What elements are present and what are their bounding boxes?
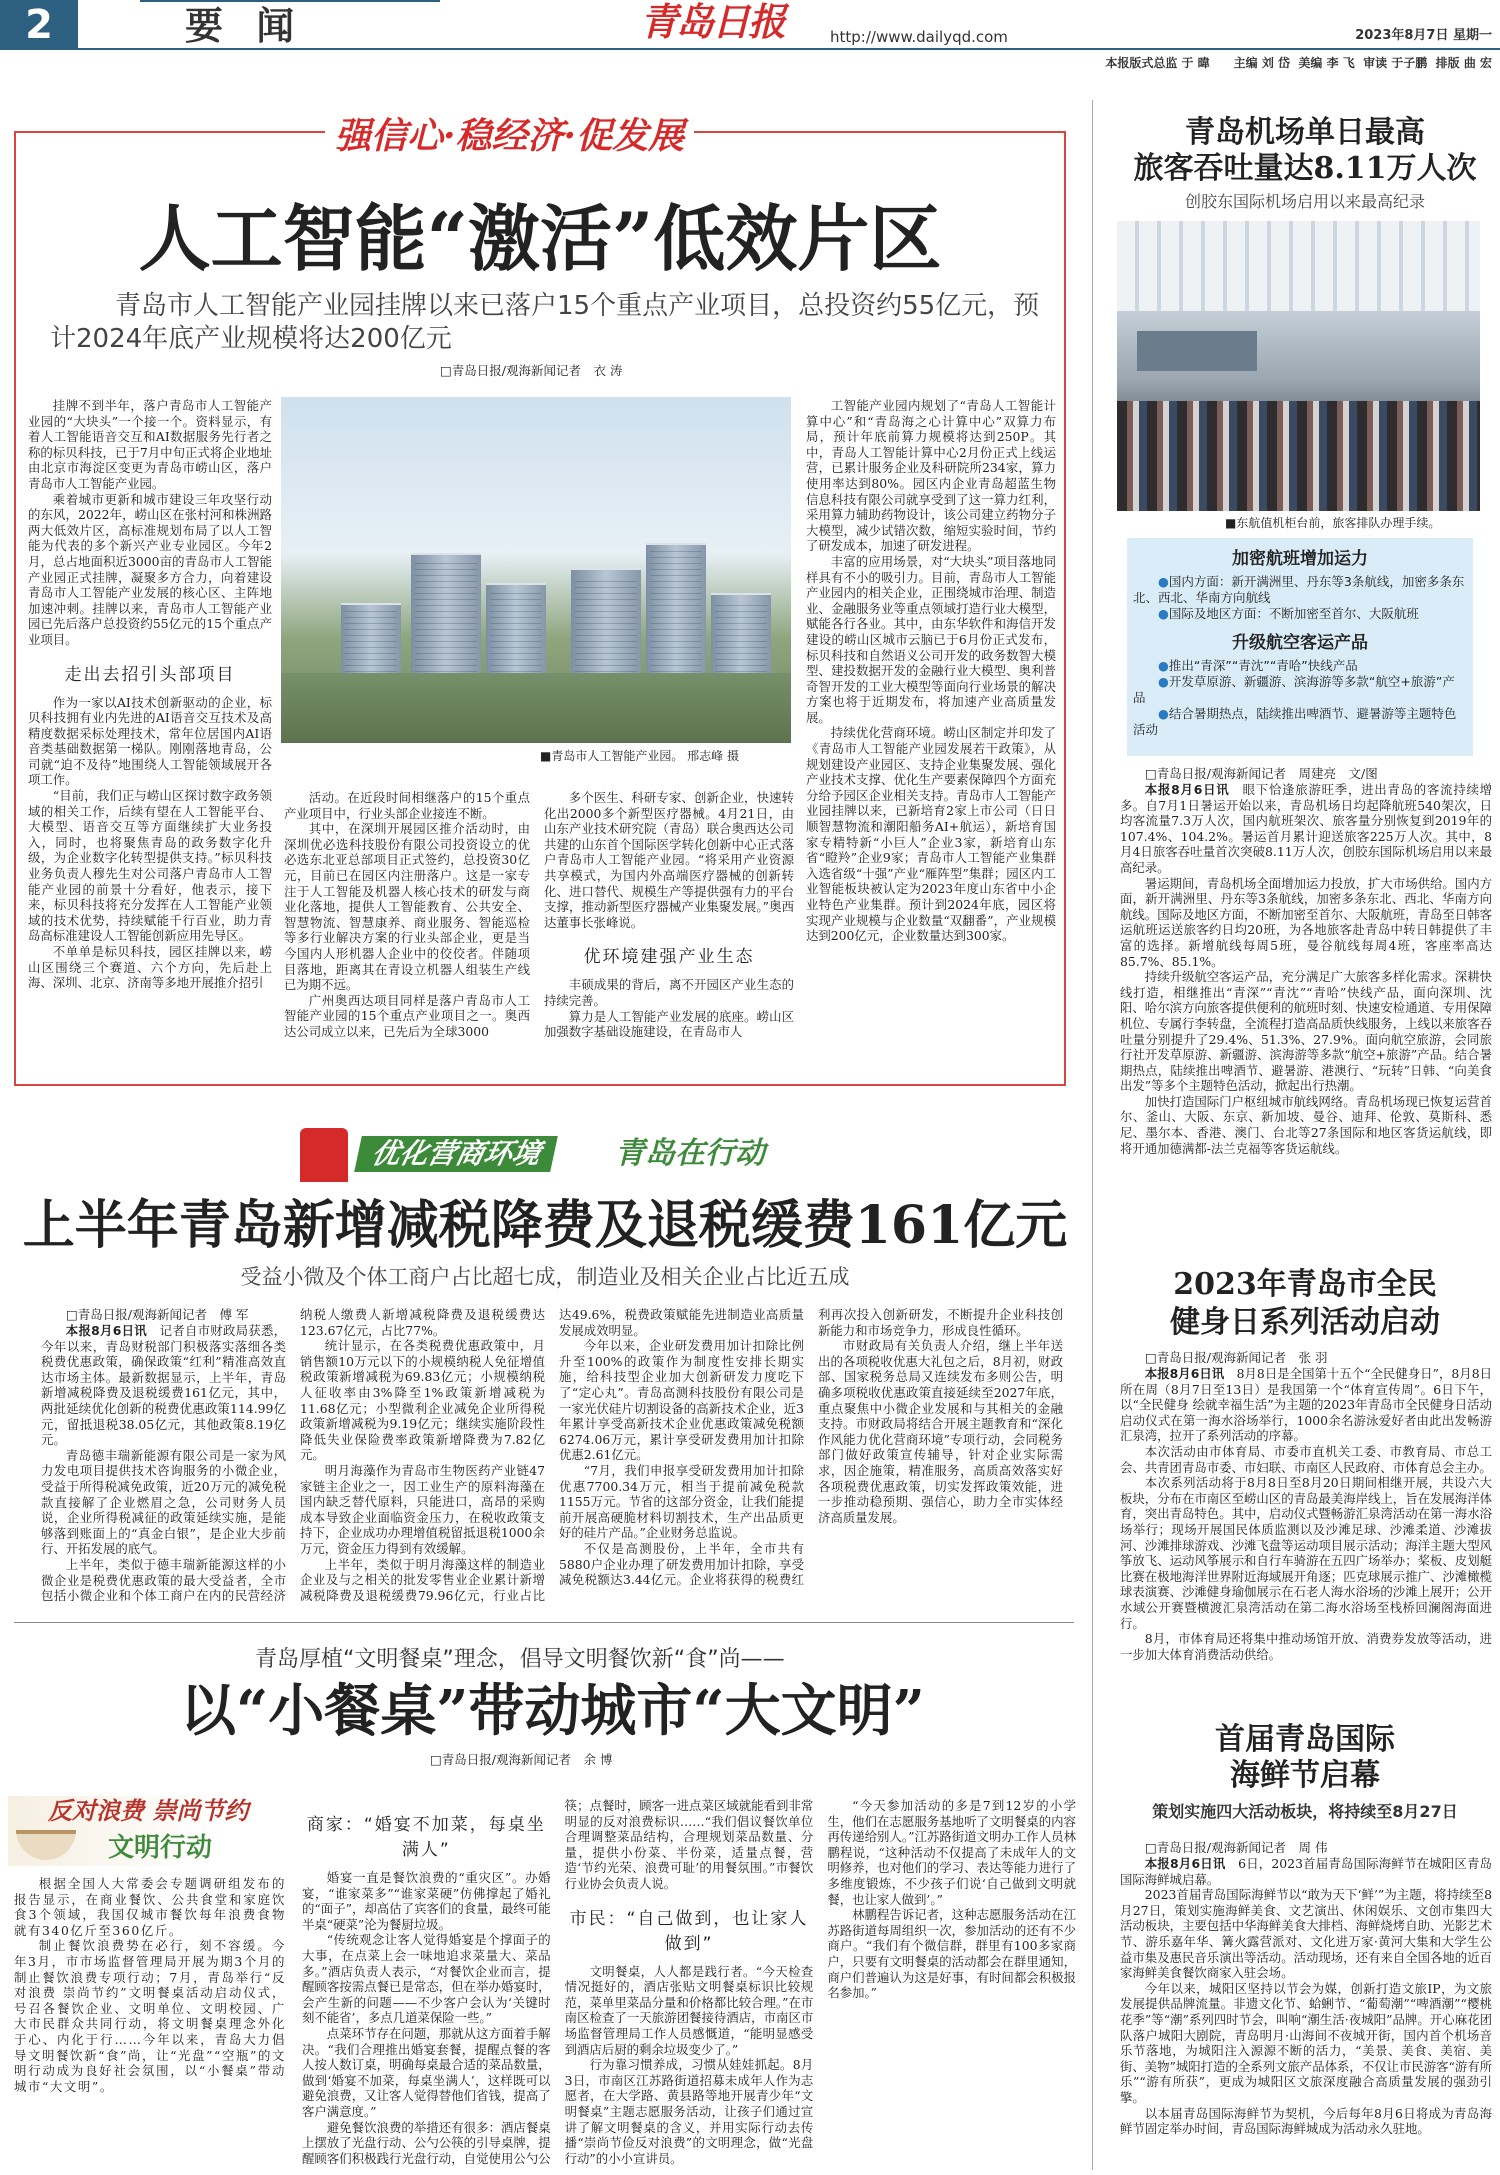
body-paragraph: 多个医生、科研专家、创新企业，快速转化出2000多个新型医疗器械。4月21日，由山东产业技术研究院（青岛）联合奥西达公司共建的山东首个国际医学转化创新中心正式落户青岛市人工智能产业园。“将采用产业资源共享模式，为国内外高端医疗器械的创新转化、进口替代、规模生产等提供强有力的平台支撑，推动新型医疗器械产业集聚发展。”奥西达董事长张峰说。 (544, 790, 794, 930)
banner-right-label: 青岛在行动 (615, 1136, 765, 1171)
vertical-divider (1092, 100, 1093, 2170)
body-paragraph: 加快打造国际门户枢纽城市航线网络。青岛机场现已恢复运营首尔、釜山、大阪、东京、新加坡、曼谷、迪拜、伦敦、莫斯科、悉尼、墨尔本、香港、澳门、台北等27条国际和地区客货运航线，即将开通加德满都-法兰克福等客货运航线。 (1120, 1093, 1492, 1156)
airport-headline (1110, 115, 1500, 187)
bullet-item (1133, 706, 1467, 738)
body-paragraph: 制止餐饮浪费势在必行，刻不容缓。今年3月，市市场监督管理局开展为期3个月的制止餐饮浪费专项行动；7月，青岛举行“反对浪费 崇尚节约”文明餐桌活动启动仪式，号召各餐饮企业、文明单位、文明校园、广大市民群众共同行动，将文明餐桌理念外化于心、内化于行……今年以来，青岛大力倡导文明餐饮新“食”尚，让“光盘”“空瓶”的文明行动成为良好社会氛围，以“小餐桌”带动城市“大文明”。 (14, 1938, 286, 2094)
body-paragraph: 本次系列活动将于8月8日至8月20日期间相继开展，共设六大板块，分布在市南区至崂山区的青岛最美海岸线上，旨在发展海洋体育，突出青岛特色。其中，启动仪式暨畅游汇泉湾活动在第一海水浴场举行；现场开展国民体质监测以及沙滩足球、沙滩柔道、沙滩拔河、沙滩排球游戏、沙滩飞盘等运动项目展示活动；海洋主题大型风筝放飞、运动风筝展示和自行车骑游在五四广场举办；桨板、皮划艇比赛在极地海洋世界附近海域展开角逐；匹克球展示推广、沙滩橄榄球表演赛、沙滩健身瑜伽展示在石老人海水浴场的沙滩上展开；公开水域公开赛暨横渡汇泉湾活动在第二海水浴场至栈桥回澜阁海面进行。 (1120, 1475, 1492, 1631)
body-paragraph: 点菜环节存在问题，那就从这方面着手解决。“我们合理推出婚宴套餐，提醒点餐的客人按人数订桌，明确每桌最合适的菜品数量，做到‘婚宴不加菜，每桌坐满人’，这样既可以避免浪费，又让客人觉得替他们省钱，提高了客户满意度。” (302, 2025, 551, 2119)
city-emblem-icon (300, 1128, 348, 1182)
body-paragraph: 上半年，类似于德丰瑞新能源这样的小微企业是税费优惠政策的最大受益者，全市包括小微企业和个体工商户在内的民营经济纳税人缴费人新增减税降费及退税缓费达123.67亿元，占比77%。 (41, 1307, 545, 1604)
seafood-lead-paragraph: 本报8月6日讯 6日，2023首届青岛国际海鲜节在城阳区青岛国际海鲜城启幕。 (1120, 1856, 1492, 1887)
body-paragraph: 文明餐桌，人人都是践行者。“今天检查情况挺好的，酒店张贴文明餐桌标识比较规范，菜单里菜品分量和价格都比较合理。”在市南区检查了一天旅游团餐接待酒店，市南区市场监督管理局工作人员感慨道，“能明显感受到酒店后厨的剩余垃圾变少了。” (564, 1963, 814, 2057)
body-paragraph: 其中，在深圳开展园区推介活动时，由深圳优必选科技股份有限公司投资设立的优必选东北亚总部项目正式签约，总投资30亿元，目前已在园区内注册落户。这是一家专注于人工智能及机器人核心技术的研发与商业化落地，提供人工智能教育、公共安全、智慧物流、智慧康养、商业服务、智能巡检等多行业解决方案的行业头部企业，更是当今国内人形机器人企业中的佼佼者。伴随项目落地，距离其在青设立机器人组装生产线已为期不远。 (284, 821, 530, 993)
bullet-text: 推出“青深”“青沈”“青哈”快线产品 (1168, 658, 1358, 673)
seafood-headline-line-1: 首届青岛国际 (1215, 1722, 1395, 1757)
header-rule (78, 48, 1500, 50)
body-paragraph: 暑运期间，青岛机场全面增加运力投放，扩大市场供给。国内方面，新开满洲里、丹东等3条航线，加密多条东北、西北、华南方向航线。国际及地区方面，不断加密至首尔、大阪航班，青岛至日韩客运航班运送旅客约日均20班，为各地旅客赴青岛中转日韩提供了丰富的选择。新增航线每周5班，曼谷航线每周4班，客座率高达85.7%、85.1%。 (1120, 875, 1492, 969)
body-paragraph: 乘着城市更新和城市建设三年攻坚行动的东风，2022年，崂山区在张村河和株洲路两大低效片区，高标准规划布局了以人工智能为代表的多个新兴产业专业园区。今年2月，总占地面积近3000亩的青岛市人工智能产业园正式挂牌，凝聚多方合力，向着建设青岛市人工智能产业发展的核心区、主阵地加速冲刺。挂牌以来，青岛市人工智能产业园已先后落户总投资约55亿元的15个重点产业项目。 (28, 491, 272, 647)
ai-slogan: 强信心·稳经济·促发展 (325, 114, 694, 158)
body-paragraph: 以本届青岛国际海鲜节为契机，今后每年8月6日将成为青岛海鲜节固定举办时间，青岛国际海鲜城成为活动永久驻地。 (1120, 2105, 1492, 2137)
tax-lead-paragraph: 本报8月6日讯 记者自市财政局获悉，今年以来，青岛财税部门积极落实落细各类税费优惠政策，确保政策“红利”精准高效直达市场主体。最新数据显示，上半年，青岛新增减税降费及退税缓费161亿元，其中，两批延续优化创新的税费优惠政策114.99亿元，留抵退税38.05亿元，其他政策8.19亿元。 (41, 1323, 287, 1448)
dining-headline: 以“小餐桌”带动城市“大文明” (180, 1678, 925, 1744)
fitness-byline: □青岛日报/观海新闻记者 张 羽 (1145, 1350, 1328, 1365)
section-subheading: 优环境建强产业生态 (583, 947, 755, 968)
ai-column-1 (28, 398, 272, 1068)
banner-left-label: 优化营商环境 (354, 1136, 558, 1172)
body-paragraph: 根据全国人大常委会专题调研组发布的报告显示，在商业餐饮、公共食堂和家庭饮食3个领域，我国仅城市餐饮每年浪费食物就有340亿斤至360亿斤。 (14, 1876, 286, 1938)
body-paragraph: “目前，我们正与崂山区探讨数字政务领域的相关工作，后续有望在人工智能平台、大模型、语音交互等方面继续扩大业务投入，同时，也将聚焦青岛的政务数字化升级，为企业数字化转型提供支持。”标贝科技业务负责人穆先生对公司落户青岛市人工智能产业园的前景十分看好，他表示，接下来，标贝科技将充分发挥在人工智能产业领域的技术优势，持续赋能千行百业，助力青岛高标准建设人工智能创新应用先导区。 (28, 788, 272, 944)
tax-byline: □青岛日报/观海新闻记者 傅 军 (66, 1307, 249, 1322)
bullet-dot-icon: ● (1158, 658, 1169, 673)
body-paragraph: 今年以来，企业研发费用加计扣除比例升至100%的政策作为制度性安排长期实施，给科技型企业加大创新研发力度吃下了“定心丸”。青岛高测科技股份有限公司是一家光伏硅片切割设备的高新技术企业，近3年累计享受高新技术企业优惠政策减免税额6274.06万元，累计享受研发费用加计扣除优惠2.61亿元。 (559, 1338, 804, 1463)
airport-lead-paragraph: 本报8月6日讯 眼下恰逢旅游旺季，进出青岛的客流持续增多。自7月1日暑运开始以来，青岛机场日均起降航班540架次，日均客流量7.3万人次，国内航班架次、旅客量分别恢复到2019年的107.4%、104.2%。暑运首月累计迎送旅客225万人次。其中，8月4日旅客吞吐量首次突破8.11万人次，创胶东国际机场启用以来最高纪录。 (1120, 782, 1492, 875)
page-number-badge: 2 (0, 0, 78, 50)
body-paragraph: 林鹏程告诉记者，这种志愿服务活动在江苏路街道每周组织一次，参加活动的还有不少商户。“我们有个微信群，群里有100多家商户，只要有文明餐桌的活动都会在群里通知，商户们普遍认为这是好事，有时间都会积极报名参加。” (827, 1907, 1076, 2001)
bullet-dot-icon: ● (1158, 706, 1169, 721)
bullet-item (1133, 674, 1467, 706)
body-paragraph: “传统观念让客人觉得婚宴是个撑面子的大事，在点菜上会一味地追求菜量大、菜品多。”酒店负责人表示，“对餐饮企业而言，提醒顾客按需点餐已是常态，但在举办婚宴时，会产生新的问题——不少客户会认为‘关键时刻不能省’，多点几道菜保险一些。” (302, 1932, 551, 2026)
body-paragraph: 青岛德丰瑞新能源有限公司是一家为风力发电项目提供技术咨询服务的小微企业，受益于所得税减免政策，近20万元的减免税款直接解了企业燃眉之急，公司财务人员说，企业所得税减征的政策延续实施，是能够落到账面上的“真金白银”，是企业大步前行、开拓发展的底气。 (41, 1447, 286, 1557)
body-paragraph: 婚宴一直是餐饮浪费的“重灾区”。办婚宴，“谁家菜多”“谁家菜硬”仿佛撑起了婚礼的“面子”，却高估了宾客们的食量，最终可能半桌“硬菜”沦为餐厨垃圾。 (302, 1870, 551, 1932)
body-paragraph: 上半年，类似于明月海藻这样的制造业企业及与之相关的批发零售业企业累计新增减税降费及退税缓费79.96亿元，行业占比达49.6%，税费政策赋能先进制造业高质量发展成效明显。 (300, 1307, 804, 1603)
newspaper-logo: 青岛日报 (640, 0, 785, 44)
section-subheading: 走出去招引头部项目 (64, 664, 236, 685)
bullet-text: 国际及地区方面：不断加密至首尔、大阪航班 (1168, 606, 1419, 621)
bullet-item (1133, 606, 1467, 622)
header-slant (140, 0, 440, 2)
fitness-lead-paragraph: 本报8月6日讯 8月8日是全国第十五个“全民健身日”，8月8日所在周（8月7日至13日）是我国第一个“体育宣传周”。6日下午，以“全民健身 绘就幸福生活”为主题的2023年青岛市全民健身日活动启动仪式在第一海水浴场举行，1000余名游泳爱好者由此出发畅游汇泉湾，拉开了系列活动的序幕。 (1120, 1366, 1492, 1444)
body-paragraph: 8月，市体育局还将集中推动场馆开放、消费券发放等活动，进一步加大体育消费活动供给。 (1120, 1631, 1492, 1662)
dining-byline: □青岛日报/观海新闻记者 余 博 (430, 1752, 613, 1767)
body-paragraph: 工智能产业园内规划了“青岛人工智能计算中心”和“青岛海之心计算中心”双算力布局，预计年底前算力规模将达到250P。其中，青岛人工智能计算中心2月份正式上线运营，已累计服务企业及科研院所234家，算力使用率达到80%。园区内企业青岛超蓝生物信息科技有限公司就享受到了这一算力红利，采用算力辅助药物设计，该公司建立药物分子大模型，减少试错次数，缩短实验时间，节约了研发成本，加速了研发进程。 (806, 398, 1056, 554)
body-paragraph: 丰富的应用场景，对“大块头”项目落地同样具有不小的吸引力。目前，青岛市人工智能产业园内的相关企业，正围绕城市治理、制造业、金融服务业等重点领域打造行业大模型，赋能各行各业。其中，由东华软件和海信开发建设的崂山区城市云脑已于6月份正式发布，标贝科技和自然语义公司开发的政务数智大模型、建投数据开发的金融行业大模型、奥利普奇智开发的工业大模型等面向行业场景的解决方案也将于近期发布，将加速产业高质量发展。 (806, 553, 1056, 725)
body-paragraph: 活动。在近段时间相继落户的15个重点产业项目中，行业头部企业接连不断。 (284, 790, 530, 821)
issue-date: 2023年8月7日 星期一 (1355, 28, 1492, 43)
bullet-text: 结合暑期热点，陆续推出啤酒节、避暑游等主题特色活动 (1133, 706, 1457, 737)
seafood-byline: □青岛日报/观海新闻记者 周 伟 (1145, 1840, 1328, 1855)
seafood-subtitle: 策划实施四大活动板块，将持续至8月27日 (1152, 1802, 1458, 1821)
section-divider (14, 1622, 1074, 1623)
tax-body (41, 1307, 1063, 1607)
body-paragraph: 本次活动由市体育局、市委市直机关工委、市教育局、市总工会、共青团青岛市委、市妇联、市南区人民政府、市体育总会主办。 (1120, 1443, 1492, 1475)
body-paragraph: 持续优化营商环境。崂山区制定并印发了《青岛市人工智能产业园发展若干政策》，从规划建设产业园区、支持企业集聚发展、强化产业技术支撑、优化生产要素保障四个方面充分给予园区企业相关支持。青岛市人工智能产业园挂牌以来，已新培育2家上市公司（日日顺智慧物流和潮阳船务AI+航运），新培育国家专精特新“小巨人”企业3家，新培育山东省“瞪羚”企业9家；青岛市人工智能产业集群入选省级“十强”产业“雁阵型”集群；园区内工业智能板块被认定为2023年度山东省中小企业特色产业集群。预计到2024年底，园区将实现产业规模与企业数量“双翻番”，产业规模达到200亿元，企业数量达到300家。 (806, 725, 1056, 944)
airport-headline-line-2: 旅客吞吐量达8.11万人次 (1133, 151, 1477, 186)
bullet-dot-icon: ● (1158, 674, 1169, 689)
airport-body (1120, 766, 1492, 1190)
seafood-headline-line-2: 海鲜节启幕 (1230, 1758, 1380, 1793)
rice-bowl-icon (16, 1830, 76, 1860)
airport-photo-caption: ■东航值机柜台前，旅客排队办理手续。 (1225, 516, 1441, 530)
ai-column-2 (284, 790, 530, 1066)
body-paragraph: 丰硕成果的背后，离不开园区产业生态的持续完善。 (544, 977, 794, 1008)
airport-byline: □青岛日报/观海新闻记者 周建亮 文/图 (1145, 766, 1378, 781)
body-paragraph: 今年以来，城阳区坚持以节会为媒，创新打造文旅IP，为文旅发展提供品牌流量。非遗文化节、蛤蜊节、“葡萄潮”“啤酒潮”“樱桃花季”等“潮”系列四时节会，叫响“潮生活·夜城阳”品牌。开心麻花团队落户城阳大剧院，青岛明月·山海间不夜城开街，国内首个机场音乐节落地，为城阳注入源源不断的活力，“美景、美食、美宿、美街、美物”城阳打造的全系列文旅产品体系，不仅让市民游客“游有所乐”“游有所获”，更成为城阳区文旅深度融合高质量发展的强劲引擎。 (1120, 1980, 1492, 2105)
banner-line-2: 文明行动 (108, 1833, 213, 1863)
editorial-credits: 本报版式总监 于 暐 主编 刘 岱 美编 李 飞 审读 于子鹏 排版 曲 宏 (1105, 56, 1492, 70)
website-url[interactable]: http://www.dailyqd.com (830, 28, 1008, 46)
bullet-dot-icon: ● (1158, 574, 1169, 589)
airport-terminal-photo (1117, 221, 1480, 511)
bullet-dot-icon: ● (1158, 606, 1169, 621)
section-subheading: 市民：“自己做到，也让家人做到” (569, 1908, 809, 1954)
business-environment-banner (300, 1128, 810, 1182)
airport-headline-line-1: 青岛机场单日最高 (1185, 115, 1425, 150)
seafood-headline (1110, 1722, 1500, 1794)
fitness-headline (1110, 1266, 1500, 1342)
bullet-text: 国内方面：新开满洲里、丹东等3条航线，加密多条东北、西北、华南方向航线 (1133, 574, 1465, 605)
ai-column-3 (544, 790, 794, 1066)
section-title: 要 闻 (185, 3, 305, 48)
dining-body (302, 1798, 1076, 2168)
ai-column-4 (806, 398, 1056, 1068)
ai-byline: □青岛日报/观海新闻记者 衣 涛 (440, 363, 623, 378)
seafood-body (1120, 1840, 1492, 2170)
body-paragraph: 不单单是标贝科技，园区挂牌以来，崂山区围绕三个赛道、六个方向，先后赴上海、深圳、北京、济南等多地开展推介招引 (28, 944, 272, 991)
box-heading-1: 加密航班增加运力 (1232, 549, 1368, 569)
body-paragraph: 持续升级航空客运产品，充分满足广大旅客多样化需求。深耕快线打造，相继推出“青深”“青沈”“青哈”快线产品，面向深圳、沈阳、哈尔滨方向旅客提供便利的航班时刻、快速安检通道、专用保障机位、专属行李转盘，全流程打造高品质快线服务，上线以来旅客吞吐量分别提升了29.4%、51.3%、27.9%。面向航空旅游，会同旅行社开发草原游、新疆游、滨海游等多款“航空+旅游”产品。结合暑期热点，陆续推出啤酒节、避暑游、港澳行、“玩转”日韩、“向美食出发”等多个主题特色活动，掀起出行热潮。 (1120, 969, 1492, 1094)
body-paragraph: 明月海藻作为青岛市生物医药产业链47家链主企业之一，因工业生产的原料海藻在国内缺乏替代原料，只能进口，高昂的采购成本导致企业面临资金压力，在税收政策支持下，企业成功办理增值税留抵退税1000余万元，资金压力得到有效缓解。 (300, 1462, 545, 1556)
body-paragraph: “今天参加活动的多是7到12岁的小学生，他们在志愿服务基地听了文明餐桌的内容再传递给别人。”江苏路街道文明办工作人员林鹏程说，“这种活动不仅提高了未成年人的文明修养，也对他们的学习、表达等能力进行了多维度锻炼，不少孩子们说‘自己做到文明就餐，也让家人做到’。” (827, 1798, 1076, 1907)
body-paragraph: 避免餐饮浪费的举措还有很多：酒店餐桌上摆放了光盘行动、公勺公筷的引导桌牌，提醒顾客们积极践行光盘行动，自觉使用公勺公筷；点餐时，顾客一进点菜区域就能看到非常明显的反对浪费标识……“我们倡议餐饮单位合理调整菜品结构，合理规划菜品数量、分量，提供小份菜、半份菜，适量点餐，营造‘节约光荣、浪费可耻’的用餐氛围。”市餐饮行业协会负责人说。 (302, 1798, 814, 2166)
airport-info-box (1127, 538, 1473, 756)
body-paragraph: 统计显示，在各类税费优惠政策中，月销售额10万元以下的小规模纳税人免征增值税政策新增减税为69.83亿元；小规模纳税人征收率由3%降至1%政策新增减税为11.68亿元；小型微利企业减免企业所得税政策新增减税为9.19亿元；继续实施阶段性降低失业保险费率政策新增降费为7.82亿元。 (300, 1338, 545, 1463)
tax-subtitle: 受益小微及个体工商户占比超七成，制造业及相关企业占比近五成 (240, 1265, 850, 1289)
anti-waste-banner (8, 1796, 298, 1866)
fitness-headline-line-2: 健身日系列活动启动 (1170, 1305, 1440, 1340)
ai-photo-caption: ■青岛市人工智能产业园。 邢志峰 摄 (540, 749, 739, 763)
airport-subtitle: 创胶东国际机场启用以来最高纪录 (1184, 192, 1425, 211)
body-paragraph: 不仅是高测股份，上半年，全市共有5880户企业办理了研发费用加计扣除，享受减免税额达3.44亿元。企业将获得的税费红利再次投入创新研发，不断提升企业科技创新能力和市场竞争力，形成良性循环。 (559, 1307, 1063, 1588)
body-paragraph: 作为一家以AI技术创新驱动的企业，标贝科技拥有业内先进的AI语音交互技术及高精度数据采标处理技术，常年位居国内AI语音类基础数据第一梯队。刚刚落地青岛，公司就“迫不及待”地围绕人工智能领域展开各项工作。 (28, 694, 272, 788)
banner-line-1: 反对浪费 崇尚节约 (48, 1796, 249, 1825)
dining-side-column (14, 1876, 286, 2168)
body-paragraph: 2023首届青岛国际海鲜节以“敢为天下‘鲜’”为主题，将持续至8月27日，策划实施海鲜美食、文艺演出、休闲娱乐、文创市集四大活动板块，主要包括中华海鲜美食大排档、海鲜烧烤自助、光影艺术节、游乐嘉年华、篝火露营派对、文化进万家·黄河大集和大学生公益市集及惠民音乐演出等活动。活动现场，还有来自全国各地的近百家海鲜美食餐饮商家入驻会场。 (1120, 1887, 1492, 1981)
tax-headline: 上半年青岛新增减税降费及退税缓费161亿元 (22, 1195, 1068, 1256)
body-paragraph: 市财政局有关负责人介绍，继上半年送出的各项税收优惠大礼包之后，8月初，财政部、国家税务总局又连续发布多则公告，明确多项税收优惠政策直接延续至2027年底，重点聚焦中小微企业发展和与其相关的金融支持。市财政局将结合开展主题教育和“深化作风能力优化营商环境”专项行动，会同税务部门做好政策宣传辅导，针对企业实际需求，因企施策，精准服务，高质高效落实好各项税费优惠政策，切实发挥政策效能，进一步推动稳预期、强信心，助力全市实体经济高质量发展。 (818, 1338, 1063, 1525)
fitness-body (1120, 1350, 1492, 1695)
ai-subtitle: 青岛市人工智能产业园挂牌以来已落户15个重点产业项目，总投资约55亿元，预计2024年底产业规模将达200亿元 (50, 291, 1040, 354)
box-heading-2: 升级航空客运产品 (1232, 633, 1368, 653)
body-paragraph: 算力是人工智能产业发展的底座。崂山区加强数字基础设施建设，在青岛市人 (544, 1008, 794, 1040)
fitness-headline-line-1: 2023年青岛市全民 (1173, 1267, 1437, 1302)
body-paragraph: “7月，我们申报享受研发费用加计扣除优惠7700.34万元，相当于提前减免税款1155万元。节省的这部分资金，让我们能提前开展高硬脆材料切割技术，生产出品质更好的硅片产品。”企业财务总监说。 (559, 1462, 804, 1541)
bullet-item (1133, 658, 1467, 674)
body-paragraph: 广州奥西达项目同样是落户青岛市人工智能产业园的15个重点产业项目之一。奥西达公司成立以来，已先后为全球3000 (284, 992, 530, 1039)
bullet-text: 开发草原游、新疆游、滨海游等多款“航空+旅游”产品 (1133, 674, 1455, 705)
ai-park-photo (281, 397, 791, 743)
body-paragraph: 行为靠习惯养成，习惯从娃娃抓起。8月3日，市南区江苏路街道招募未成年人作为志愿者，在大学路、黄县路等地开展青少年“文明餐桌”主题志愿服务活动，让孩子们通过宣讲了解文明餐桌的含义，并用实际行动去传播“崇尚节俭反对浪费”的文明理念，做“光盘行动”的小小宣讲员。 (564, 2057, 814, 2166)
body-paragraph: 挂牌不到半年，落户青岛市人工智能产业园的“大块头”一个接一个。资料显示，有着人工智能语音交互和AI数据服务先行者之称的标贝科技，已于7月中旬正式将企业地址由北京市海淀区变更为青岛市崂山区，落户青岛市人工智能产业园。 (28, 398, 272, 491)
bullet-item (1133, 574, 1467, 606)
dining-kicker: 青岛厚植“文明餐桌”理念，倡导文明餐饮新“食”尚—— (255, 1647, 785, 1672)
section-subheading: 商家：“婚宴不加菜，每桌坐满人” (306, 1815, 546, 1860)
ai-headline: 人工智能“激活”低效片区 (138, 196, 942, 281)
